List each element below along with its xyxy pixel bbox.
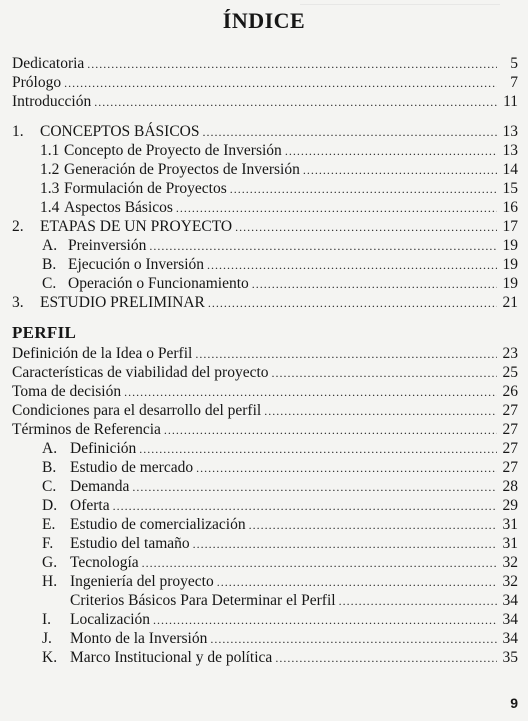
toc-entry-page: 5 <box>510 55 518 72</box>
sub-number: B. <box>42 459 57 476</box>
sub-label: Estudio de comercialización <box>70 516 246 533</box>
sub-number: D. <box>42 497 58 514</box>
sub-number: B. <box>42 256 57 273</box>
toc-entry-label: Dedicatoria <box>12 55 85 72</box>
sub-label: Ejecución o Inversión <box>68 256 205 273</box>
leader-dots <box>64 74 497 92</box>
sub-number: J. <box>42 630 52 647</box>
toc-entry-label: Definición de la Idea o Perfil <box>12 345 193 362</box>
toc-entry-page: 26 <box>502 383 518 400</box>
toc-sub-1-3[interactable] <box>40 180 518 198</box>
leader-dots <box>195 345 497 363</box>
sub-page: 29 <box>502 497 518 514</box>
sub-page: 31 <box>502 535 518 552</box>
toc-perfil-sub-h[interactable] <box>42 573 518 591</box>
sub-page: 35 <box>502 649 518 666</box>
sub-page: 19 <box>502 256 518 273</box>
leader-dots <box>249 516 497 534</box>
sub-number: G. <box>42 554 58 571</box>
leader-dots <box>139 440 497 458</box>
leader-dots <box>203 123 498 141</box>
leader-dots <box>142 554 497 572</box>
sub-page: 27 <box>502 440 518 457</box>
sub-page: 19 <box>502 237 518 254</box>
sub-label: Preinversión <box>68 237 147 254</box>
toc-perfil-sub-b[interactable] <box>42 459 518 477</box>
toc-entry-page: 11 <box>503 93 518 110</box>
sub-number: 1.1 <box>40 142 60 159</box>
sub-page: 32 <box>502 554 518 571</box>
sub-page: 13 <box>502 142 518 159</box>
leader-dots <box>132 478 497 496</box>
toc-sub-2-c[interactable] <box>42 275 518 293</box>
sub-label: Definición <box>70 440 137 457</box>
toc-entry-dedicatoria[interactable] <box>12 55 518 73</box>
toc-entry-label: Condiciones para el desarrollo del perfil <box>12 402 262 419</box>
toc-perfil-sub-k[interactable] <box>42 649 518 667</box>
toc-entry-introduccion[interactable] <box>12 93 518 111</box>
sub-page: 19 <box>502 275 518 292</box>
toc-entry-label: Toma de decisión <box>12 383 122 400</box>
sub-label: Localización <box>70 611 151 628</box>
leader-dots <box>235 218 497 236</box>
sub-number: A. <box>42 237 58 254</box>
leader-dots <box>193 535 497 553</box>
sub-page: 34 <box>502 630 518 647</box>
sub-number: F. <box>42 535 54 552</box>
chapter-page: 17 <box>502 218 518 235</box>
toc-perfil-entry-2[interactable] <box>12 364 518 382</box>
sub-label: Estudio de mercado <box>70 459 194 476</box>
toc-sub-1-4[interactable] <box>40 199 518 217</box>
sub-page: 31 <box>502 516 518 533</box>
leader-dots <box>124 383 497 401</box>
chapter-number: 2. <box>12 218 24 235</box>
toc-perfil-sub-c[interactable] <box>42 478 518 496</box>
toc-sub-1-1[interactable] <box>40 142 518 160</box>
leader-dots <box>208 294 497 312</box>
chapter-page: 13 <box>502 123 518 140</box>
sub-page: 16 <box>502 199 518 216</box>
sub-number: 1.4 <box>40 199 60 216</box>
toc-entry-page: 27 <box>502 421 518 438</box>
toc-chapter-1[interactable] <box>12 123 518 141</box>
chapter-label: CONCEPTOS BÁSICOS <box>40 123 200 140</box>
toc-perfil-entry-3[interactable] <box>12 383 518 401</box>
sub-label: Oferta <box>70 497 110 514</box>
chapter-label: ESTUDIO PRELIMINAR <box>40 294 205 311</box>
toc-entry-prologo[interactable] <box>12 74 518 92</box>
sub-label: Criterios Básicos Para Determinar el Perfil <box>70 592 336 609</box>
leader-dots <box>113 497 497 515</box>
toc-chapter-2[interactable] <box>12 218 518 236</box>
sub-number: A. <box>42 440 58 457</box>
leader-dots <box>87 55 497 73</box>
toc-perfil-entry-1[interactable] <box>12 345 518 363</box>
chapter-label: ETAPAS DE UN PROYECTO <box>40 218 233 235</box>
leader-dots <box>176 199 497 217</box>
sub-number: C. <box>42 275 57 292</box>
toc-entry-page: 27 <box>502 402 518 419</box>
sub-number: C. <box>42 478 57 495</box>
toc-perfil-sub-d[interactable] <box>42 497 518 515</box>
leader-dots <box>153 611 497 629</box>
sub-page: 15 <box>502 180 518 197</box>
leader-dots <box>196 459 497 477</box>
sub-number: 1.2 <box>40 161 60 178</box>
leader-dots <box>275 649 497 667</box>
toc-perfil-sub-i[interactable] <box>42 611 518 629</box>
toc-sub-2-a[interactable] <box>42 237 518 255</box>
leader-dots <box>149 237 497 255</box>
leader-dots <box>207 256 497 274</box>
toc-sub-1-2[interactable] <box>40 161 518 179</box>
toc-perfil-sub-e[interactable] <box>42 516 518 534</box>
leader-dots <box>164 421 497 439</box>
leader-dots <box>217 573 497 591</box>
leader-dots <box>303 161 497 179</box>
toc-chapter-3[interactable] <box>12 294 518 312</box>
sub-number: 1.3 <box>40 180 60 197</box>
sub-page: 32 <box>502 573 518 590</box>
toc-entry-page: 7 <box>510 74 518 91</box>
page-number: 9 <box>510 695 518 711</box>
toc-perfil-sub-j[interactable] <box>42 630 518 648</box>
sub-page: 34 <box>502 592 518 609</box>
toc-entry-page: 23 <box>502 345 518 362</box>
sub-label: Ingeniería del proyecto <box>70 573 214 590</box>
toc-perfil-sub-g[interactable] <box>42 554 518 572</box>
leader-dots <box>339 592 497 610</box>
leader-dots <box>94 93 497 111</box>
sub-page: 14 <box>502 161 518 178</box>
toc-entry-label: Términos de Referencia <box>12 421 161 438</box>
sub-page: 27 <box>502 459 518 476</box>
toc-entry-label: Prólogo <box>12 74 62 91</box>
toc-sub-2-b[interactable] <box>42 256 518 274</box>
chapter-number: 3. <box>12 294 24 311</box>
toc-perfil-sub-a[interactable] <box>42 440 518 458</box>
toc-entry-label: Introducción <box>12 93 92 110</box>
leader-dots <box>210 630 497 648</box>
sub-label: Aspectos Básicos <box>64 199 173 216</box>
sub-label: Concepto de Proyecto de Inversión <box>64 142 282 159</box>
sub-label: Marco Institucional y de política <box>70 649 273 666</box>
toc-perfil-sub-criterios[interactable] <box>42 592 518 610</box>
sub-label: Estudio del tamaño <box>70 535 190 552</box>
sub-number: E. <box>42 516 56 533</box>
page-title: ÍNDICE <box>222 8 306 33</box>
toc-perfil-sub-f[interactable] <box>42 535 518 553</box>
sub-label: Formulación de Proyectos <box>64 180 227 197</box>
leader-dots <box>230 180 497 198</box>
leader-dots <box>285 142 497 160</box>
sub-label: Demanda <box>70 478 130 495</box>
chapter-number: 1. <box>12 123 24 140</box>
sub-page: 34 <box>502 611 518 628</box>
toc-entry-label: Características de viabilidad del proyecto <box>12 364 269 381</box>
sub-label: Tecnología <box>70 554 139 571</box>
toc-perfil-entry-5[interactable] <box>12 421 518 439</box>
leader-dots <box>264 402 497 420</box>
sub-label: Monto de la Inversión <box>70 630 208 647</box>
sub-page: 28 <box>502 478 518 495</box>
sub-label: Operación o Funcionamiento <box>68 275 249 292</box>
leader-dots <box>252 275 497 293</box>
leader-dots <box>272 364 497 382</box>
section-heading-perfil: PERFIL <box>12 323 77 342</box>
sub-number: H. <box>42 573 58 590</box>
toc-entry-page: 25 <box>502 364 518 381</box>
sub-number: I. <box>42 611 52 628</box>
sub-number: K. <box>42 649 58 666</box>
toc-perfil-entry-4[interactable] <box>12 402 518 420</box>
chapter-page: 21 <box>502 294 518 311</box>
sub-label: Generación de Proyectos de Inversión <box>64 161 300 178</box>
